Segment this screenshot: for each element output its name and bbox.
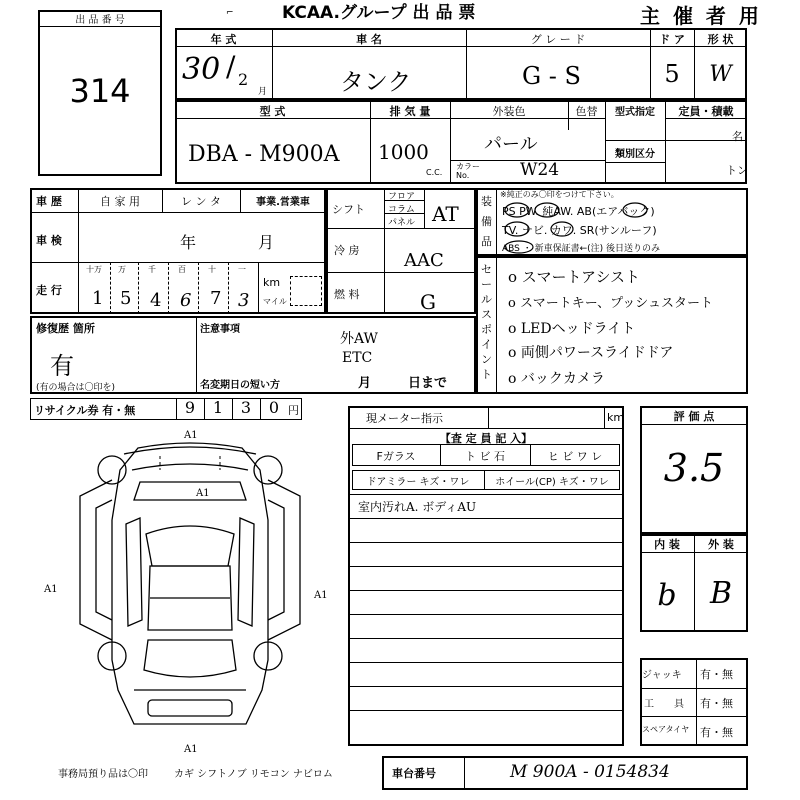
- digit-label-10: 十: [208, 265, 216, 274]
- doors-label: ド ア: [659, 33, 685, 46]
- fuel-value: G: [420, 290, 436, 314]
- spare-label: スペアタイヤ: [642, 725, 690, 734]
- sales-point-1: o スマートアシスト: [508, 268, 640, 286]
- group-title: KCAA.グループ 出 品 票: [282, 3, 476, 23]
- shaken-month-unit: 月: [258, 233, 275, 252]
- grade-value: G - S: [522, 62, 581, 90]
- mileage-extra-box: [290, 276, 322, 306]
- sales-point-5: o バックカメラ: [508, 371, 605, 387]
- note-item-2: ETC: [342, 350, 373, 366]
- digit-label-100: 百: [178, 265, 186, 274]
- equipment-side-label: 装備品: [481, 195, 492, 248]
- damage-mark-right: A1: [314, 590, 328, 601]
- notes-label: 注意事項: [200, 324, 240, 335]
- exterior-label: 外 装: [708, 538, 734, 551]
- type-value: DBA - M900A: [188, 142, 340, 167]
- shift-panel: パネル: [388, 218, 416, 228]
- shape-label: 形 状: [707, 33, 734, 46]
- expiry-label: 名変期日の短い方: [200, 380, 280, 391]
- corner-mark: ⌐: [226, 8, 234, 18]
- glass-label: Fガラス: [376, 450, 416, 463]
- lot-number-label: 出 品 番 号: [75, 15, 125, 26]
- sales-point-2: o スマートキー、プッシュスタート: [508, 296, 714, 311]
- history-option-private: 自 家 用: [100, 195, 140, 208]
- damage-mark-left: A1: [44, 584, 58, 595]
- sales-point-3: o LEDヘッドライト: [508, 321, 636, 337]
- tool-label: 工 具: [644, 699, 684, 710]
- ac-value: AAC: [404, 250, 444, 271]
- expiry-month: 月: [358, 376, 372, 391]
- spare-choice: 有・無: [700, 726, 733, 739]
- interior-label: 内 装: [654, 538, 680, 551]
- equipment-note: ※純正のみ〇印をつけて下さい。: [500, 190, 619, 199]
- recycle-label: リサイクル券 有・無: [34, 404, 136, 417]
- score-label: 評 価 点: [673, 410, 715, 423]
- mileage-label: 走 行: [36, 284, 62, 297]
- shaken-year-unit: 年: [180, 233, 197, 252]
- month-value: 2: [238, 70, 249, 89]
- lot-number: 314: [69, 72, 131, 110]
- tool-choice: 有・無: [700, 697, 733, 710]
- mileage-digit-2: 5: [120, 288, 132, 309]
- km-unit: km: [263, 276, 281, 289]
- capacity-label: 定員・積載: [678, 105, 734, 118]
- tons-unit: トン: [726, 164, 748, 177]
- color-no-label: カラー No.: [456, 162, 480, 180]
- grade-label: グ レ ー ド: [530, 33, 586, 46]
- repair-note: (有の場合は〇印を): [36, 383, 116, 393]
- shift-label: シフト: [332, 203, 365, 216]
- sales-points-side-label: セールスポイント: [481, 263, 492, 381]
- model-label: 車 名: [356, 33, 382, 46]
- displacement-label: 排 気 量: [389, 105, 431, 118]
- shift-value: AT: [432, 202, 459, 226]
- history-option-rental: レ ン タ: [181, 195, 221, 208]
- mirror-label: ドアミラー キズ・ワレ: [366, 477, 470, 488]
- digit-label-100k: 十万: [86, 265, 102, 274]
- jack-choice: 有・無: [700, 668, 733, 681]
- history-label: 車 歴: [36, 195, 62, 208]
- color-change-label: 色替: [575, 105, 598, 118]
- mileage-digit-5: 7: [210, 288, 222, 309]
- chassis-label: 車台番号: [392, 767, 436, 780]
- office-note: 事務局預り品は〇印: [58, 769, 148, 780]
- class-label: 類別区分: [615, 149, 655, 160]
- ac-label: 冷 房: [334, 244, 360, 257]
- score-value: 3.5: [663, 446, 725, 490]
- office-items: カギ シフトノブ リモコン ナビロム: [174, 769, 333, 780]
- equipment-line-2: TV. ナビ. カワ. SR(サンルーフ): [502, 224, 657, 237]
- year-value: 30: [182, 52, 221, 87]
- type-designation-label: 型式指定: [615, 107, 655, 118]
- repair-value: 有: [50, 352, 74, 380]
- hibi-label: ヒ ビ ワ レ: [547, 450, 603, 463]
- repair-label: 修復歴 箇所: [36, 322, 95, 335]
- damage-mark-front: A1: [184, 430, 198, 441]
- digit-label-1k: 千: [148, 265, 156, 274]
- doors-value: 5: [664, 60, 680, 88]
- exterior-value: B: [709, 576, 733, 611]
- shaken-label: 車 検: [36, 234, 62, 247]
- inspector-remark: 室内汚れA. ボディAU: [358, 500, 477, 514]
- meter-km-unit: km: [607, 411, 625, 424]
- recycle-digit-3: 3: [240, 398, 252, 417]
- interior-value: b: [657, 578, 677, 613]
- mile-unit: マイル: [263, 297, 287, 306]
- mileage-digit-4: 6: [180, 290, 192, 311]
- persons-unit: 名: [732, 130, 743, 143]
- recycle-digit-4: 0: [268, 398, 280, 417]
- damage-mark-rear: A1: [184, 744, 198, 755]
- host-label: 主 催 者 用: [640, 4, 762, 28]
- tobi-label: ト ビ 石: [465, 450, 505, 463]
- mileage-digit-1: 1: [92, 288, 104, 309]
- chassis-value: M 900A - 0154834: [510, 762, 670, 782]
- shape-value: W: [709, 62, 732, 87]
- history-option-business: 事業.営業車: [256, 197, 310, 208]
- color-value: パール: [484, 134, 538, 155]
- note-item-1: 外AW: [340, 331, 378, 347]
- mileage-digit-6: 3: [238, 290, 250, 311]
- month-unit: 月: [258, 87, 268, 97]
- cc-unit: C.C.: [426, 168, 443, 177]
- recycle-digit-1: 9: [184, 398, 196, 417]
- inspector-title: 【査 定 員 記 入】: [439, 432, 533, 445]
- displacement-value: 1000: [378, 140, 429, 164]
- model-value: タンク: [340, 68, 412, 96]
- mileage-digit-3: 4: [150, 290, 162, 311]
- recycle-digit-2: 1: [212, 398, 224, 417]
- sales-point-4: o 両側パワースライドドア: [508, 345, 674, 361]
- fuel-label: 燃 料: [334, 288, 360, 301]
- equipment-line-1: PS PW. 純AW. AB(エアバック): [502, 205, 655, 218]
- damage-mark-hood: A1: [196, 488, 210, 499]
- equipment-line-3: ABS ・ 新車保証書←(注) 後日送りのみ: [502, 244, 661, 254]
- wheel-label: ホイール(CP) キズ・ワレ: [495, 477, 609, 488]
- shift-column: コラム: [388, 205, 415, 215]
- digit-label-10k: 万: [118, 265, 126, 274]
- year-label: 年 式: [210, 33, 237, 46]
- color-no-value: W24: [520, 160, 560, 180]
- recycle-unit: 円: [288, 404, 299, 417]
- digit-label-1: 一: [238, 265, 246, 274]
- shift-floor: フロア: [388, 192, 416, 202]
- color-label: 外装色: [492, 105, 526, 118]
- meter-label: 現メーター指示: [366, 412, 443, 425]
- jack-label: ジャッキ: [642, 670, 682, 681]
- type-label: 型 式: [259, 105, 286, 118]
- expiry-day: 日まで: [408, 376, 448, 391]
